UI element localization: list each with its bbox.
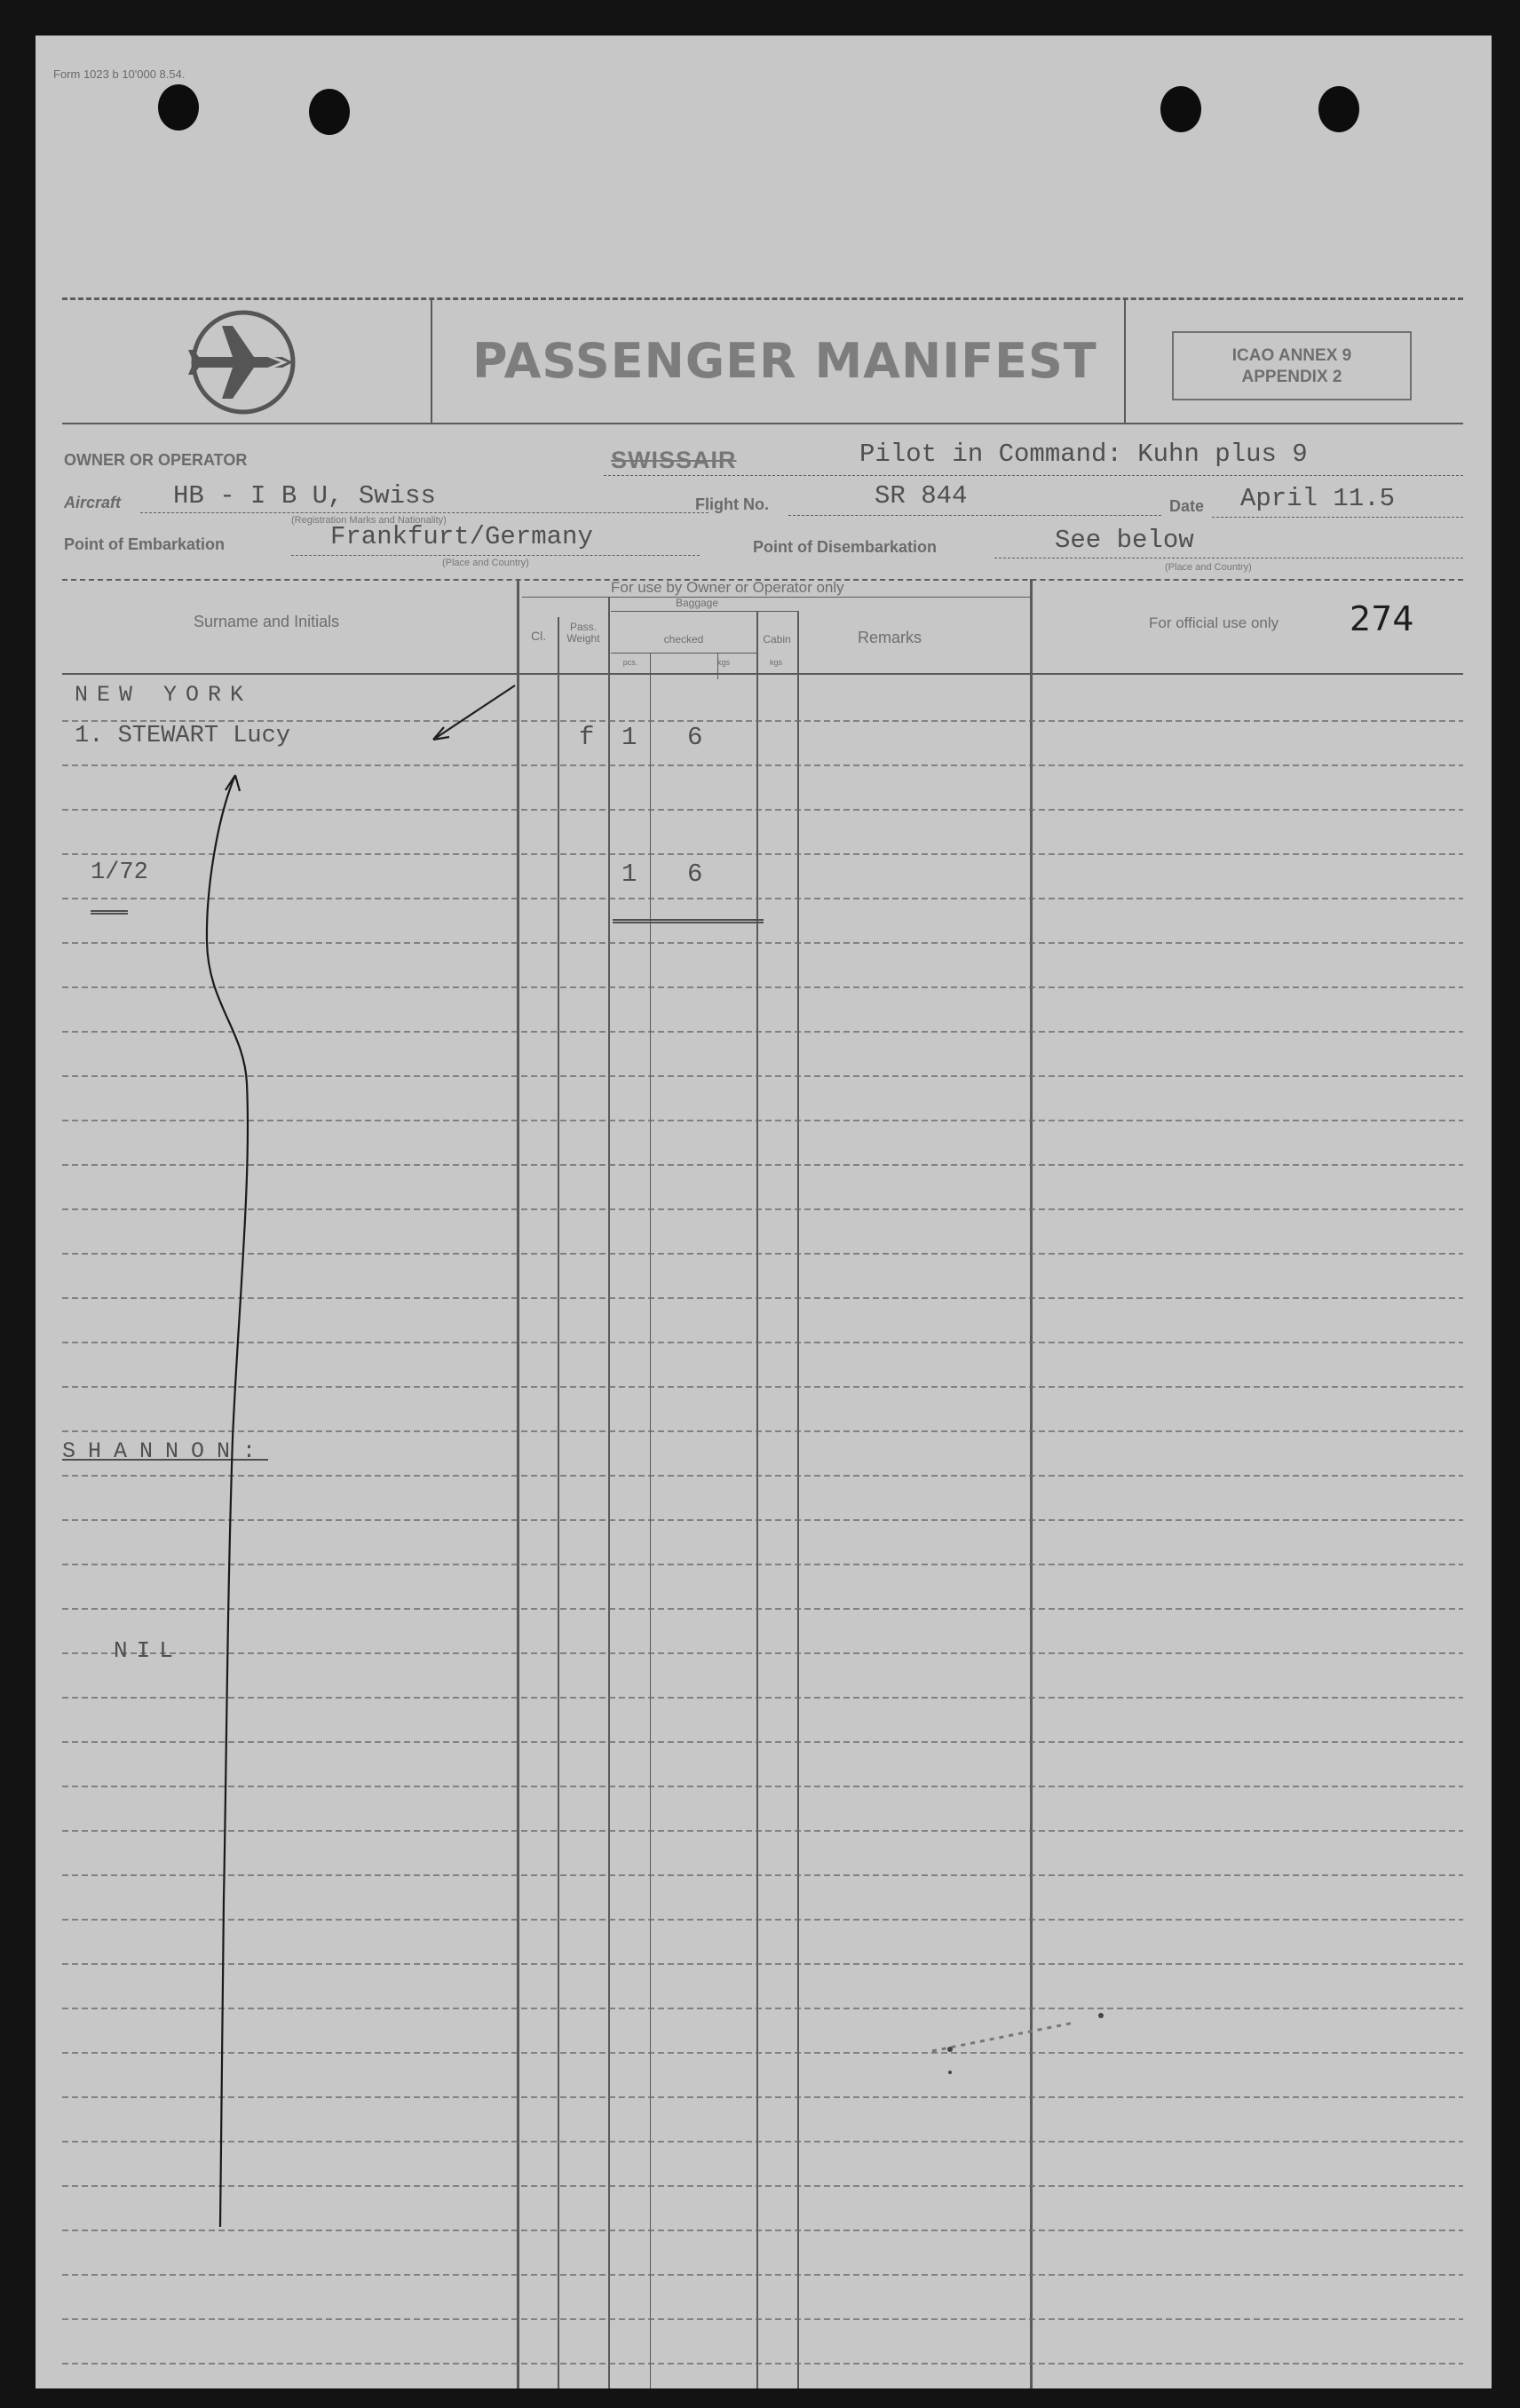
class-column-header: Cl.: [531, 629, 547, 643]
remarks-column-header: Remarks: [858, 629, 922, 646]
official-use-header: For official use only: [1149, 614, 1279, 631]
total-count: 1/72: [91, 859, 148, 886]
owner-operator-value: SWISSAIR: [611, 447, 737, 473]
embarkation-sublabel: (Place and Country): [442, 558, 529, 568]
section-new-york: NEW YORK: [75, 682, 253, 708]
flight-number-label: Flight No.: [695, 495, 769, 513]
disembarkation-sublabel: (Place and Country): [1165, 562, 1252, 573]
passenger-name: 1. STEWART Lucy: [75, 723, 291, 749]
passenger-baggage-pcs: 1: [621, 723, 637, 752]
faint-stamp-mark: [923, 2007, 1136, 2078]
date-value: April 11.5: [1240, 484, 1396, 513]
total-baggage-pcs: 1: [621, 859, 637, 889]
kgs-column-header: kgs: [716, 658, 730, 667]
disembarkation-value: See below: [1055, 526, 1194, 555]
disembarkation-label: Point of Disembarkation: [753, 538, 938, 556]
manifest-sheet: [36, 36, 1492, 2388]
passenger-baggage-kgs: 6: [687, 723, 703, 752]
aircraft-label: Aircraft: [64, 494, 122, 511]
baggage-column-header: Baggage: [675, 597, 719, 609]
section-shannon: SHANNON:: [62, 1438, 269, 1464]
embarkation-label: Point of Embarkation: [64, 535, 226, 553]
owner-operator-label: OWNER OR OPERATOR: [64, 451, 248, 469]
pcs-column-header: pcs.: [622, 658, 638, 667]
weight-column-header: Pass. Weight: [566, 621, 600, 645]
pilot-in-command: Pilot in Command: Kuhn plus 9: [859, 440, 1308, 469]
nil-entry: NIL: [114, 1637, 182, 1664]
aircraft-value: HB - I B U, Swiss: [173, 481, 436, 511]
flight-number-value: SR 844: [875, 481, 968, 511]
embarkation-value: Frankfurt/Germany: [330, 522, 593, 551]
page-title: PASSENGER MANIFEST: [472, 333, 1097, 389]
owner-use-header: For use by Owner or Operator only: [611, 579, 844, 596]
cabin-column-header: Cabin: [763, 633, 791, 646]
total-baggage-kgs: 6: [687, 859, 703, 889]
checked-column-header: checked: [663, 633, 704, 646]
icao-annex-label: ICAO ANNEX 9: [1231, 346, 1352, 365]
date-label: Date: [1169, 497, 1205, 515]
form-number: Form 1023 b 10'000 8.54.: [53, 67, 186, 81]
official-number: 274: [1350, 599, 1414, 638]
surname-column-header: Surname and Initials: [194, 613, 340, 630]
aircraft-sublabel: (Registration Marks and Nationality): [291, 515, 447, 526]
handwritten-arrow-icon: [36, 36, 1492, 2388]
cabin-kgs-column-header: kgs: [769, 658, 782, 667]
icao-appendix-label: APPENDIX 2: [1241, 368, 1342, 386]
passenger-weight-mark: f: [579, 723, 595, 752]
